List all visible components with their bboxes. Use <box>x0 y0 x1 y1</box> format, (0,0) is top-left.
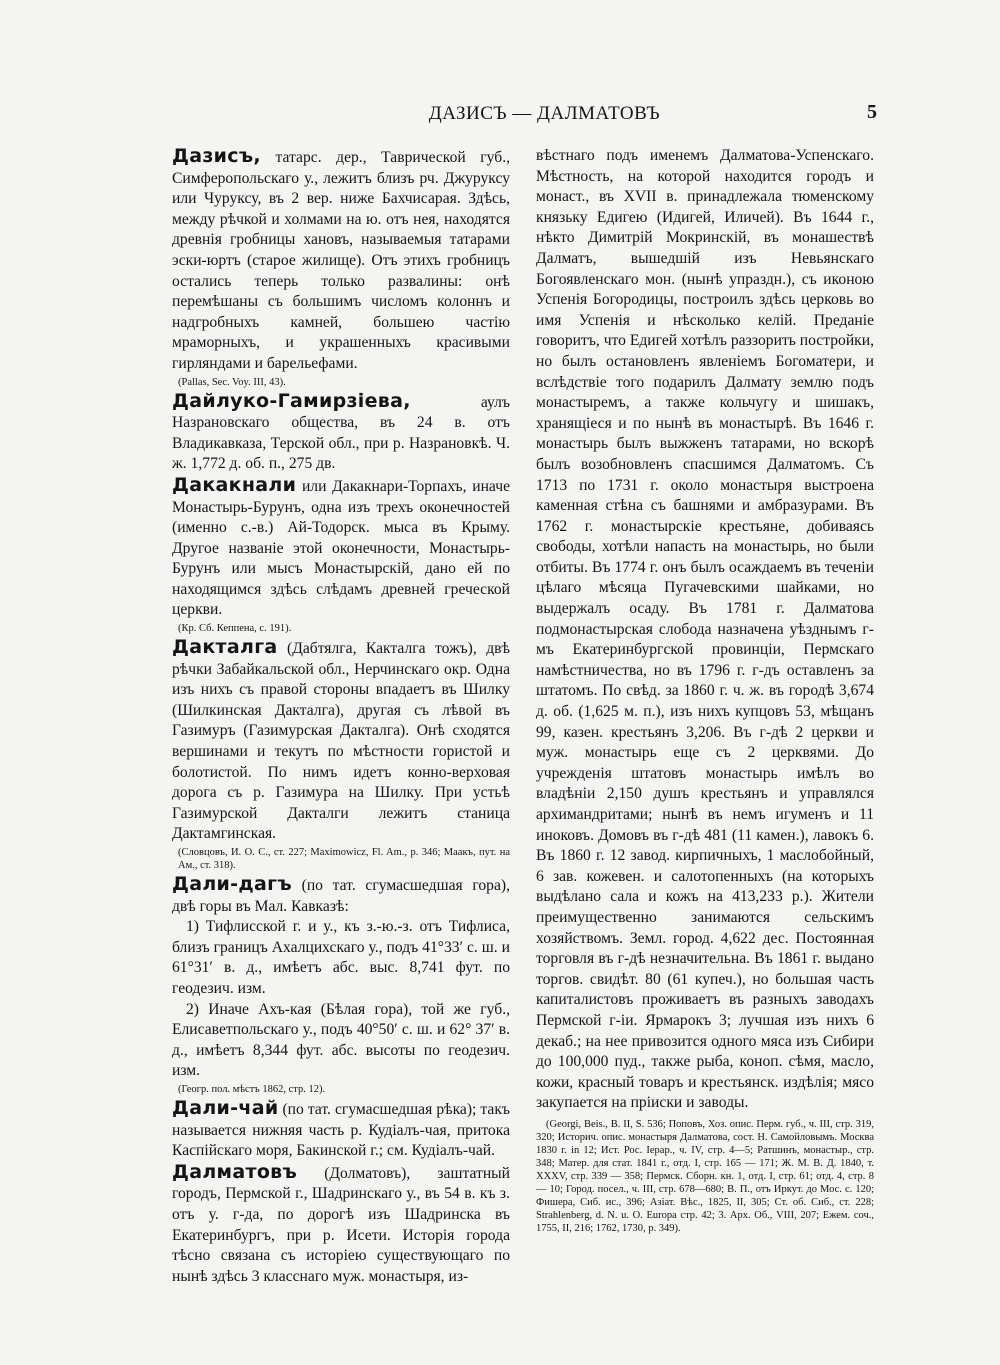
entry-text: аулъ Назрановскаго общества, въ 24 в. отъ Владикавказа, Терской обл., при р. Назрановкѣ. Ч. ж. 1,772 д. об. п., 275 дв. <box>172 393 510 473</box>
entry-dailuko <box>172 391 510 475</box>
entry-text: (Дабтялга, Какталга тожъ), двѣ рѣчки Забайкальской обл., Нерчинскаго окр. Одна изъ нихъ съ правой стороны впадаетъ въ Шилку (Шилкинская Дакталга), другая съ лѣвой въ Газимуръ (Газимурская Дакталга). Онѣ сходятся вершинами и текутъ по мѣстности гористой и болотистой. По нимъ идетъ конно-верховая дорога съ р. Газимура на Шилку. При устьѣ Газимурской Дакталги лежитъ станица Дактамгинская. <box>172 640 510 843</box>
reference: (Georgi, Beis., B. II, S. 536; Поповъ, Хоз. опис. Перм. губ., ч. III, стр. 319, 320; Историч. опис. монастыря Далматова, сост. Н. Самойловымъ. Москва 1830 г. in 12; Ист. Рос. Іерар., ч. IV, стр. 4—5; Ратшинъ, монастыр., стр. 348; Матер. для стат. 1841 г., отд. I, стр. 165 — 171; Ж. М. В. Д. 1840, т. XXXV, стр. 339 — 358; Пермск. Сборн. кн. 1, отд. I, стр. 61; отд. 4, стр. 8 — 10; Город. посел., ч. III, стр. 678—680; В. П., отъ Иркут. до Мос. с. 120; Фишера, Сиб. ис., 396; Азіат. Вѣс., 1825, II, 305; Ст. об. Сиб., ст. 228; Strahlenberg, d. N. u. O. Europa стр. 42; 3. Арх. Об., VIII, 207; Ежем. соч., 1755, II, 216; 1762, 1730, р. 349). <box>536 1118 874 1234</box>
entry-text: или Дакакнари-Торпахъ, иначе Монастырь-Бурунъ, одна изъ трехъ оконечностей (именно с.-в.) Ай-Тодорск. мыса въ Крыму. Другое названіе этой оконечности, Монастырь-Бурунъ или мысъ Монастырскій, дано ей по находящимся здѣсь слѣдамъ древней греческой церкви. <box>172 477 510 619</box>
entry-text: (по тат. сгумасшедшая гора), двѣ горы въ Мал. Кавказѣ: <box>172 877 510 915</box>
entry-text: (по тат. сгумасшедшая рѣка); такъ называется нижняя часть р. Кудіалъ-чая, притока Каспійскаго моря, Бакинской г.; см. Кудіалъ-чай. <box>172 1100 510 1160</box>
entry-dakaknali <box>172 475 510 621</box>
entry-dali-chai <box>172 1098 510 1162</box>
reference: (Словцовъ, И. О. С., ст. 227; Maximowicz, Fl. Am., p. 346; Маакъ, пут. на Ам., ст. 318). <box>178 847 510 871</box>
entry-dazis <box>172 146 510 375</box>
entry-dalmatov-continued: вѣстнаго подъ именемъ Далматова-Успенскаго. Мѣстность, на которой находится городъ и монаст., въ XVII в. принадлежала тюменскому князьку Едигею (Идигей, Иличей). Въ 1644 г., нѣкто Димитрій Мокринскій, въ монашествѣ Далматъ, вышедшій изъ Невьянскаго Богоявленскаго мон. (нынѣ упраздн.), съ иконою Успенія Богородицы, построилъ здѣсь церковь во имя Успенія и нѣсколько келій. Преданіе говоритъ, что Едигей хотѣлъ раззорить постройки, но былъ остановленъ явленіемъ Богоматери, и вслѣдствіе того подарилъ Далмату землю подъ монастыремъ, а также кольчугу и шишакъ, хранящіеся и по нынѣ въ монастырѣ. Въ 1646 г. монастырь былъ выжженъ татарами, но вскорѣ былъ возобновленъ спасшимся Далматомъ. Съ 1713 по 1731 г. около монастыря выстроена каменная стѣна съ башнями и амбразурами. Въ 1762 г. монастырскіе крестьяне, добиваясь свободы, хотѣли напасть на монастырь, но были отбиты. Въ 1774 г. онъ былъ осаждаемъ въ теченіи цѣлаго мѣсяца Пугачевскими шайками, но выдержалъ осаду. Въ 1781 г. Далматова подмонастырская слобода назначена уѣзднымъ г-мъ Екатеринбургской провинціи, Пермскаго намѣстничества, но въ 1796 г. г-дъ оставленъ за штатомъ. По свѣд. за 1860 г. ч. ж. въ городѣ 3,674 д. об. (1,625 м. п.), изъ нихъ купцовъ 53, мѣщанъ 99, казен. крестьянъ 3,206. Въ г-дѣ 2 церкви и муж. монастырь еще съ 2 церквями. До учрежденія штатовъ монастырь имѣлъ во владѣніи 2,150 душъ крестьянъ и управлялся архимандритами; нынѣ въ немъ игуменъ и 11 иноковъ. Домовъ въ г-дѣ 481 (11 камен.), лавокъ 6. Въ 1860 г. 12 завод. кирпичныхъ, 1 маслобойный, 6 зав. кожевен. и салотопенныхъ (на которыхъ выдѣлано сала и кожъ на 413,233 р.). Жители преимущественно занимаются сельскимъ хозяйствомъ. Земл. город. 4,622 дес. Постоянная торговля въ г-дѣ незначительна. Въ 1861 г. выдано торгов. свидѣт. 80 (61 купеч.), но большая часть капиталистовъ проживаетъ въ разныхъ заводахъ Пермской г-іи. Ярмарокъ 3; лучшая изъ нихъ 6 декаб.; на нее привозится одного мяса изъ Сибири до 100,000 пуд., также рыба, коноп. сѣмя, масло, кожи, красный товаръ и крестьянск. издѣлія; мясо закупается на пріиски и заводы. <box>536 147 874 1112</box>
entry-subitem: 1) Тифлисской г. и у., къ з.-ю.-з. отъ Тифлиса, близъ границъ Ахалцихскаго у., подъ 41°33′ с. ш. и 61°31′ в. д., имѣетъ абс. выс. 8,741 фут. по геодезич. изм. <box>172 918 510 997</box>
headword: Дали-чай <box>172 1096 279 1119</box>
headword: Дали-дагъ <box>172 873 292 895</box>
headword: Дайлуко-Гамирзіева, <box>172 389 411 412</box>
page-header <box>172 103 877 129</box>
entry-daktalga <box>172 637 510 845</box>
entry-dalmatov <box>172 1162 510 1288</box>
right-column <box>536 146 874 1235</box>
headword: Дакакнали <box>172 473 297 496</box>
reference: (Кр. Сб. Кеппена, с. 191). <box>178 623 292 635</box>
entry-text: татарс. дер., Таврической губ., Симферопольскаго у., лежитъ близъ рч. Джуруксу или Чуруксу, въ 2 вер. ниже Бахчисарая. Здѣсь, между рѣчкой и холмами на ю. отъ нея, находятся древнія гробницы хановъ, называемыя татарами эски-юртъ (старое жилище). Отъ этихъ гробницъ остались теперь только развалины: онѣ перемѣшаны съ большимъ числомъ колоннъ и надгробныхъ камней, большею частію мраморныхъ, и украшенныхъ красивыми гирляндами и барельефами. <box>172 149 510 372</box>
headword: Дакталга <box>172 636 278 659</box>
left-column <box>172 146 510 1287</box>
headword: Дазисъ, <box>172 145 261 167</box>
running-title: ДАЗИСЪ — ДАЛМАТОВЪ <box>428 103 661 124</box>
page-number: 5 <box>867 101 877 123</box>
entry-text: (Долматовъ), заштатный городъ, Пермской г., Шадринскаго у., въ 54 в. къ з. отъ у. г-да, по дорогѣ изъ Шадринска въ Екатеринбургъ, при р. Исети. Исторія города тѣсно связана съ исторіею существующаго по нынѣ здѣсь 3 класснаго муж. монастыря, из- <box>172 1164 510 1285</box>
entry-subitem: 2) Иначе Ахъ-кая (Бѣлая гора), той же губ., Елисаветпольскаго у., подъ 40°50′ с. ш. и 62° 37′ в. д., имѣетъ 8,344 фут. абс. высоты по геодезич. изм. <box>172 1000 510 1080</box>
reference: (Геогр. пол. мѣстъ 1862, стр. 12). <box>178 1083 326 1095</box>
reference: (Pallas, Sec. Voy. III, 43). <box>178 376 286 388</box>
entry-dali-dag <box>172 874 510 917</box>
headword: Далматовъ <box>172 1160 298 1183</box>
